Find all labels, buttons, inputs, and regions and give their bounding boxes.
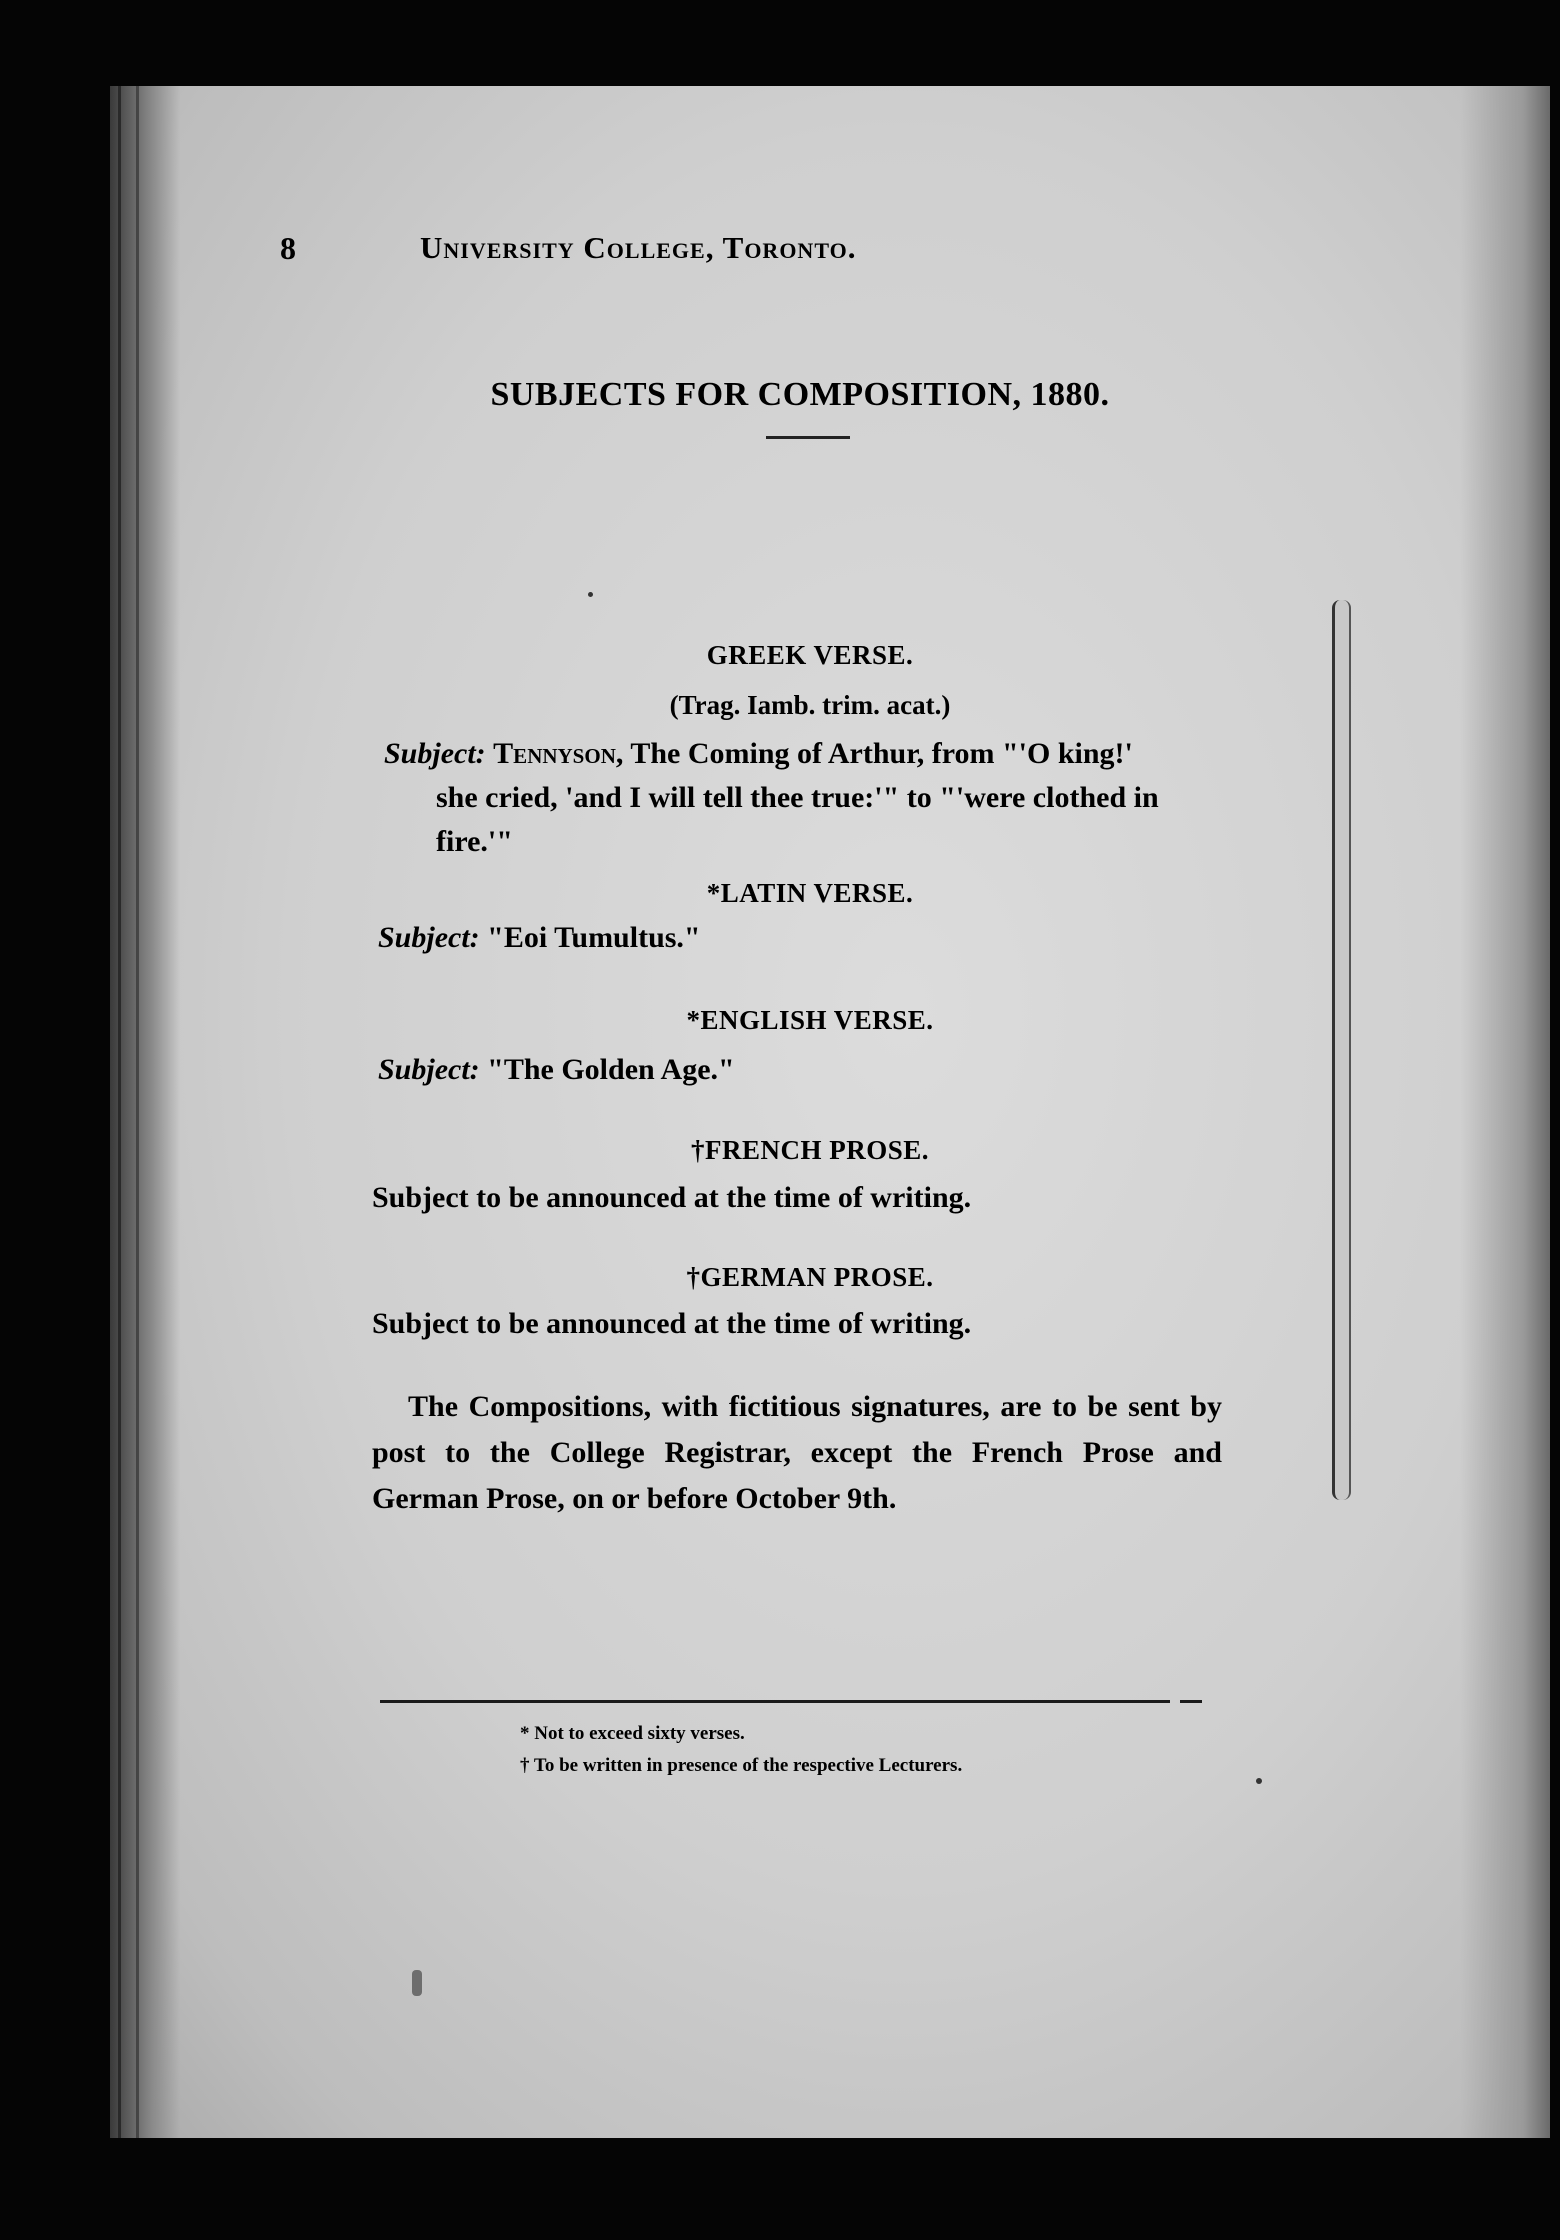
german-prose-text: Subject to be announced at the time of writing. (372, 1307, 972, 1340)
greek-verse-heading: GREEK VERSE. (706, 640, 914, 670)
subject-line-3: fire.'" (436, 825, 513, 858)
greek-verse-subject (384, 732, 1244, 864)
subject-text: "Eoi Tumultus." (487, 921, 701, 954)
french-prose-heading: †FRENCH PROSE. (690, 1135, 930, 1165)
subject-label: Subject: (378, 921, 480, 954)
binding-cord (1332, 600, 1351, 1500)
footnote-star: * Not to exceed sixty verses. (520, 1723, 745, 1744)
footnote-rule (380, 1700, 1170, 1703)
footnote-dagger: † To be written in presence of the respective Lecturers. (520, 1755, 963, 1776)
running-head-title: University College, Toronto. (420, 230, 857, 265)
latin-verse-heading: *LATIN VERSE. (706, 878, 914, 908)
subject-text: "The Golden Age." (487, 1053, 735, 1086)
english-verse-heading: *ENGLISH VERSE. (686, 1005, 934, 1035)
scan-speck (412, 1970, 422, 1996)
title-rule (766, 436, 850, 439)
closing-paragraph: The Compositions, with fictitious signatures, are to be sent by post to the College Registrar, except the French Prose and German Prose, on or before October 9th. (372, 1390, 1222, 1515)
french-prose-text: Subject to be announced at the time of writing. (372, 1181, 972, 1214)
page-title: SUBJECTS FOR COMPOSITION, 1880. (490, 376, 1110, 413)
subject-line-1: , The Coming of Arthur, from "'O king!' (615, 737, 1133, 770)
author-name: Tennyson (493, 737, 616, 770)
page-number: 8 (280, 230, 296, 266)
subject-label: Subject: (384, 737, 486, 770)
footnotes (520, 1718, 1220, 1782)
german-prose-heading: †GERMAN PROSE. (686, 1262, 934, 1292)
latin-verse-subject (378, 916, 1228, 960)
greek-verse-meter: (Trag. Iamb. trim. acat.) (669, 690, 951, 720)
scan-speck (588, 592, 593, 597)
running-head (280, 230, 1080, 280)
subject-label: Subject: (378, 1053, 480, 1086)
scan-speck (1256, 1778, 1262, 1784)
footnote-rule-tail (1180, 1700, 1202, 1703)
english-verse-subject (378, 1048, 1228, 1092)
subject-line-2: she cried, 'and I will tell thee true:'" to "'were clothed in (436, 781, 1159, 814)
